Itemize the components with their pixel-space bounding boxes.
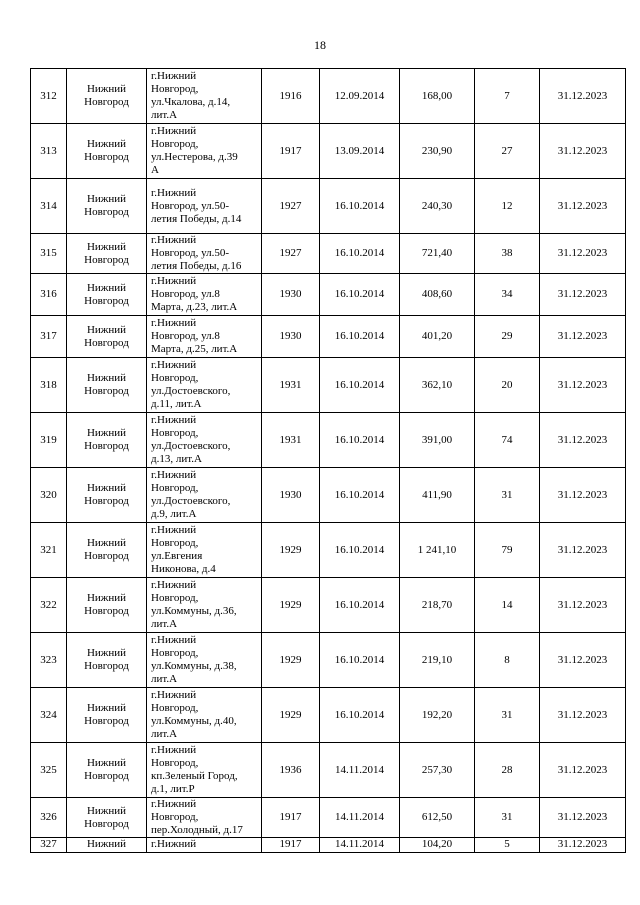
deadline-cell: 31.12.2023	[540, 838, 626, 853]
table-row	[31, 468, 626, 523]
deadline-cell: 31.12.2023	[540, 743, 626, 798]
table-body	[31, 69, 626, 853]
year-cell: 1936	[262, 743, 320, 798]
year-cell: 1930	[262, 316, 320, 358]
count-cell: 12	[475, 179, 540, 234]
count-cell: 31	[475, 688, 540, 743]
date-cell: 12.09.2014	[320, 69, 400, 124]
row-number-cell: 318	[31, 358, 67, 413]
count-cell: 29	[475, 316, 540, 358]
area-cell: 104,20	[400, 838, 475, 853]
area-cell: 240,30	[400, 179, 475, 234]
table-row	[31, 523, 626, 578]
count-cell: 38	[475, 234, 540, 274]
area-cell: 192,20	[400, 688, 475, 743]
count-cell: 31	[475, 468, 540, 523]
table-row	[31, 633, 626, 688]
address-cell: г.Нижний Новгород, ул.8 Марта, д.25, лит.А	[147, 316, 262, 358]
area-cell: 218,70	[400, 578, 475, 633]
table-row	[31, 578, 626, 633]
date-cell: 16.10.2014	[320, 468, 400, 523]
year-cell: 1931	[262, 358, 320, 413]
table-row	[31, 688, 626, 743]
row-number-cell: 324	[31, 688, 67, 743]
deadline-cell: 31.12.2023	[540, 633, 626, 688]
table-row	[31, 413, 626, 468]
address-cell: г.Нижний Новгород, пер.Холодный, д.17	[147, 798, 262, 838]
year-cell: 1931	[262, 413, 320, 468]
deadline-cell: 31.12.2023	[540, 413, 626, 468]
date-cell: 16.10.2014	[320, 234, 400, 274]
deadline-cell: 31.12.2023	[540, 798, 626, 838]
city-cell: Нижний Новгород	[67, 578, 147, 633]
count-cell: 20	[475, 358, 540, 413]
date-cell: 16.10.2014	[320, 316, 400, 358]
address-cell: г.Нижний Новгород, ул.8 Марта, д.23, лит.А	[147, 274, 262, 316]
deadline-cell: 31.12.2023	[540, 578, 626, 633]
deadline-cell: 31.12.2023	[540, 234, 626, 274]
date-cell: 16.10.2014	[320, 274, 400, 316]
count-cell: 79	[475, 523, 540, 578]
deadline-cell: 31.12.2023	[540, 523, 626, 578]
deadline-cell: 31.12.2023	[540, 124, 626, 179]
year-cell: 1929	[262, 523, 320, 578]
city-cell: Нижний Новгород	[67, 274, 147, 316]
count-cell: 14	[475, 578, 540, 633]
address-cell: г.Нижний Новгород, ул.Достоевского, д.9, лит.А	[147, 468, 262, 523]
deadline-cell: 31.12.2023	[540, 69, 626, 124]
area-cell: 612,50	[400, 798, 475, 838]
year-cell: 1917	[262, 124, 320, 179]
count-cell: 28	[475, 743, 540, 798]
city-cell: Нижний Новгород	[67, 234, 147, 274]
date-cell: 14.11.2014	[320, 743, 400, 798]
city-cell: Нижний Новгород	[67, 468, 147, 523]
address-cell: г.Нижний Новгород, ул.Чкалова, д.14, лит.А	[147, 69, 262, 124]
count-cell: 8	[475, 633, 540, 688]
address-cell: г.Нижний Новгород, кп.Зеленый Город, д.1, лит.Р	[147, 743, 262, 798]
city-cell: Нижний Новгород	[67, 358, 147, 413]
area-cell: 230,90	[400, 124, 475, 179]
city-cell: Нижний Новгород	[67, 633, 147, 688]
buildings-table	[30, 68, 626, 853]
city-cell: Нижний Новгород	[67, 69, 147, 124]
deadline-cell: 31.12.2023	[540, 316, 626, 358]
table-row	[31, 798, 626, 838]
count-cell: 27	[475, 124, 540, 179]
area-cell: 362,10	[400, 358, 475, 413]
year-cell: 1929	[262, 578, 320, 633]
year-cell: 1927	[262, 179, 320, 234]
city-cell: Нижний Новгород	[67, 523, 147, 578]
count-cell: 31	[475, 798, 540, 838]
row-number-cell: 316	[31, 274, 67, 316]
row-number-cell: 313	[31, 124, 67, 179]
year-cell: 1929	[262, 633, 320, 688]
year-cell: 1930	[262, 274, 320, 316]
date-cell: 13.09.2014	[320, 124, 400, 179]
address-cell: г.Нижний Новгород, ул.50- летия Победы, д.14	[147, 179, 262, 234]
date-cell: 16.10.2014	[320, 358, 400, 413]
row-number-cell: 312	[31, 69, 67, 124]
row-number-cell: 326	[31, 798, 67, 838]
city-cell: Нижний Новгород	[67, 743, 147, 798]
deadline-cell: 31.12.2023	[540, 468, 626, 523]
area-cell: 257,30	[400, 743, 475, 798]
count-cell: 5	[475, 838, 540, 853]
year-cell: 1917	[262, 798, 320, 838]
city-cell: Нижний Новгород	[67, 798, 147, 838]
page-number: 18	[314, 38, 326, 52]
area-cell: 408,60	[400, 274, 475, 316]
address-cell: г.Нижний Новгород, ул.Коммуны, д.38, лит.А	[147, 633, 262, 688]
address-cell: г.Нижний Новгород, ул.Достоевского, д.13, лит.А	[147, 413, 262, 468]
address-cell: г.Нижний Новгород, ул.Евгения Никонова, д.4	[147, 523, 262, 578]
table-row	[31, 274, 626, 316]
row-number-cell: 327	[31, 838, 67, 853]
city-cell: Нижний Новгород	[67, 179, 147, 234]
count-cell: 74	[475, 413, 540, 468]
area-cell: 411,90	[400, 468, 475, 523]
area-cell: 401,20	[400, 316, 475, 358]
address-cell: г.Нижний Новгород, ул.Коммуны, д.40, лит.А	[147, 688, 262, 743]
row-number-cell: 321	[31, 523, 67, 578]
row-number-cell: 320	[31, 468, 67, 523]
year-cell: 1930	[262, 468, 320, 523]
row-number-cell: 319	[31, 413, 67, 468]
city-cell: Нижний Новгород	[67, 688, 147, 743]
table-row	[31, 69, 626, 124]
table-row	[31, 838, 626, 853]
row-number-cell: 325	[31, 743, 67, 798]
year-cell: 1929	[262, 688, 320, 743]
city-cell: Нижний Новгород	[67, 316, 147, 358]
city-cell: Нижний Новгород	[67, 413, 147, 468]
date-cell: 16.10.2014	[320, 179, 400, 234]
city-cell: Нижний Новгород	[67, 124, 147, 179]
date-cell: 14.11.2014	[320, 838, 400, 853]
deadline-cell: 31.12.2023	[540, 274, 626, 316]
area-cell: 391,00	[400, 413, 475, 468]
row-number-cell: 315	[31, 234, 67, 274]
table-row	[31, 316, 626, 358]
area-cell: 721,40	[400, 234, 475, 274]
date-cell: 16.10.2014	[320, 688, 400, 743]
date-cell: 16.10.2014	[320, 413, 400, 468]
area-cell: 219,10	[400, 633, 475, 688]
table-row	[31, 358, 626, 413]
year-cell: 1927	[262, 234, 320, 274]
row-number-cell: 322	[31, 578, 67, 633]
date-cell: 16.10.2014	[320, 523, 400, 578]
date-cell: 16.10.2014	[320, 633, 400, 688]
table-row	[31, 179, 626, 234]
count-cell: 7	[475, 69, 540, 124]
deadline-cell: 31.12.2023	[540, 358, 626, 413]
table-row	[31, 124, 626, 179]
address-cell: г.Нижний	[147, 838, 262, 853]
address-cell: г.Нижний Новгород, ул.Нестерова, д.39 А	[147, 124, 262, 179]
row-number-cell: 317	[31, 316, 67, 358]
row-number-cell: 314	[31, 179, 67, 234]
area-cell: 168,00	[400, 69, 475, 124]
address-cell: г.Нижний Новгород, ул.50- летия Победы, д.16	[147, 234, 262, 274]
city-cell: Нижний	[67, 838, 147, 853]
year-cell: 1917	[262, 838, 320, 853]
deadline-cell: 31.12.2023	[540, 688, 626, 743]
date-cell: 16.10.2014	[320, 578, 400, 633]
table-row	[31, 743, 626, 798]
table-row	[31, 234, 626, 274]
address-cell: г.Нижний Новгород, ул.Достоевского, д.11, лит.А	[147, 358, 262, 413]
deadline-cell: 31.12.2023	[540, 179, 626, 234]
year-cell: 1916	[262, 69, 320, 124]
count-cell: 34	[475, 274, 540, 316]
row-number-cell: 323	[31, 633, 67, 688]
address-cell: г.Нижний Новгород, ул.Коммуны, д.36, лит.А	[147, 578, 262, 633]
area-cell: 1 241,10	[400, 523, 475, 578]
date-cell: 14.11.2014	[320, 798, 400, 838]
